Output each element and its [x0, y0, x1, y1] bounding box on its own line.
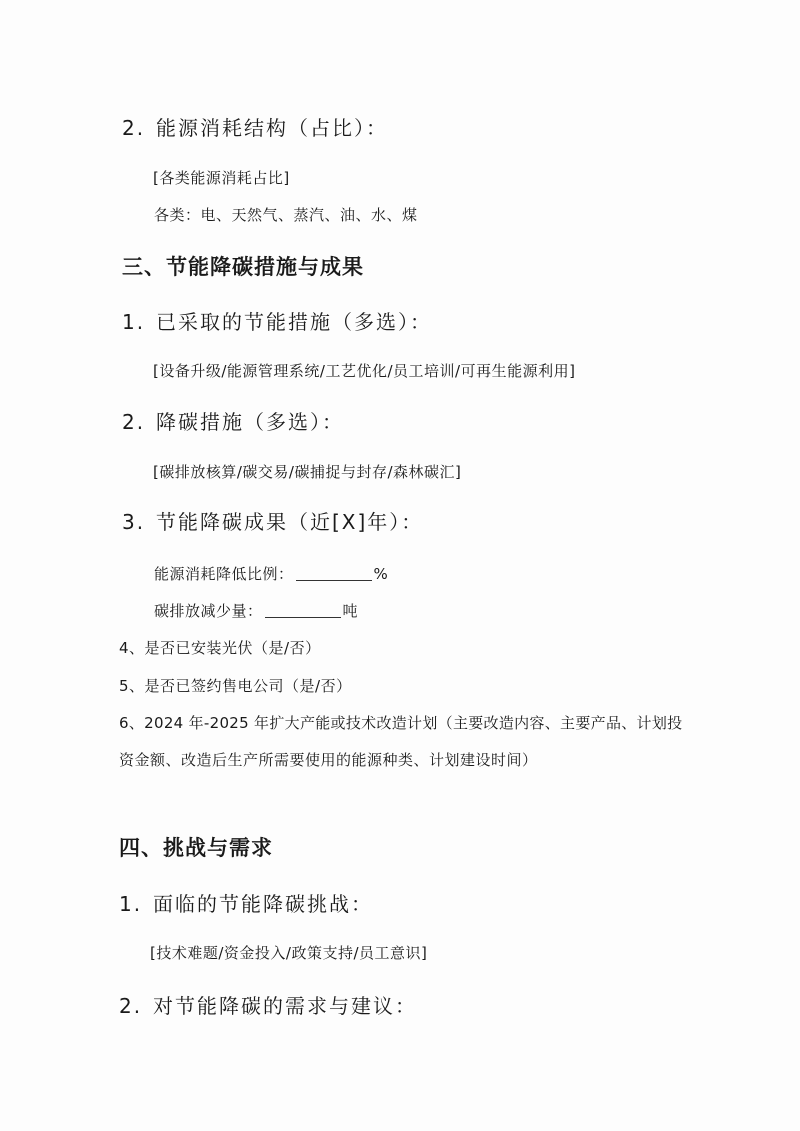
energy-reduction-label: 能源消耗降低比例： [154, 565, 294, 583]
energy-structure-heading [122, 118, 388, 138]
q4-2-number: 2. [119, 994, 143, 1018]
q3-3-heading [122, 512, 423, 532]
q3-2-number: 2. [122, 410, 146, 434]
q3-4-photovoltaic: 4、是否已安装光伏（是/否） [119, 639, 321, 657]
energy-structure-number: 2. [122, 116, 146, 140]
q3-1-number: 1. [122, 310, 146, 334]
q4-1-options: [技术难题/资金投入/政策支持/员工意识] [150, 944, 428, 962]
carbon-reduction-row [154, 603, 358, 619]
energy-reduction-unit: % [373, 565, 389, 583]
section-4-title: 四、挑战与需求 [119, 836, 273, 860]
energy-reduction-blank[interactable] [296, 566, 372, 581]
energy-structure-text: 能源消耗结构（占比）： [156, 116, 388, 140]
q3-5-power-retailer: 5、是否已签约售电公司（是/否） [119, 677, 352, 695]
q4-1-heading [119, 894, 373, 914]
q4-2-heading [119, 996, 417, 1016]
q3-1-options: [设备升级/能源管理系统/工艺优化/员工培训/可再生能源利用] [153, 362, 576, 380]
energy-categories: 各类：电、天然气、蒸汽、油、水、煤 [154, 206, 418, 224]
q3-1-text: 已采取的节能措施（多选）： [156, 310, 432, 334]
q4-1-text: 面临的节能降碳挑战： [153, 892, 373, 916]
carbon-reduction-blank[interactable] [265, 603, 341, 618]
q3-6-expansion-plan-line-2: 资金额、改造后生产所需要使用的能源种类、计划建设时间） [119, 751, 538, 769]
q3-2-text: 降碳措施（多选）： [156, 410, 344, 434]
energy-structure-options: [各类能源消耗占比] [153, 169, 290, 187]
section-3-title: 三、节能降碳措施与成果 [122, 255, 364, 279]
q4-1-number: 1. [119, 892, 143, 916]
q3-1-heading [122, 312, 432, 332]
q3-6-expansion-plan-line-1: 6、2024 年-2025 年扩大产能或技术改造计划（主要改造内容、主要产品、计划投 [119, 714, 683, 732]
energy-reduction-row [154, 566, 388, 582]
q3-2-heading [122, 412, 344, 432]
q3-2-options: [碳排放核算/碳交易/碳捕捉与封存/森林碳汇] [153, 463, 462, 481]
q3-3-text: 节能降碳成果（近[X]年）： [156, 510, 424, 534]
q4-2-text: 对节能降碳的需求与建议： [153, 994, 417, 1018]
q3-3-number: 3. [122, 510, 146, 534]
carbon-reduction-unit: 吨 [342, 602, 359, 620]
carbon-reduction-label: 碳排放减少量： [154, 602, 263, 620]
